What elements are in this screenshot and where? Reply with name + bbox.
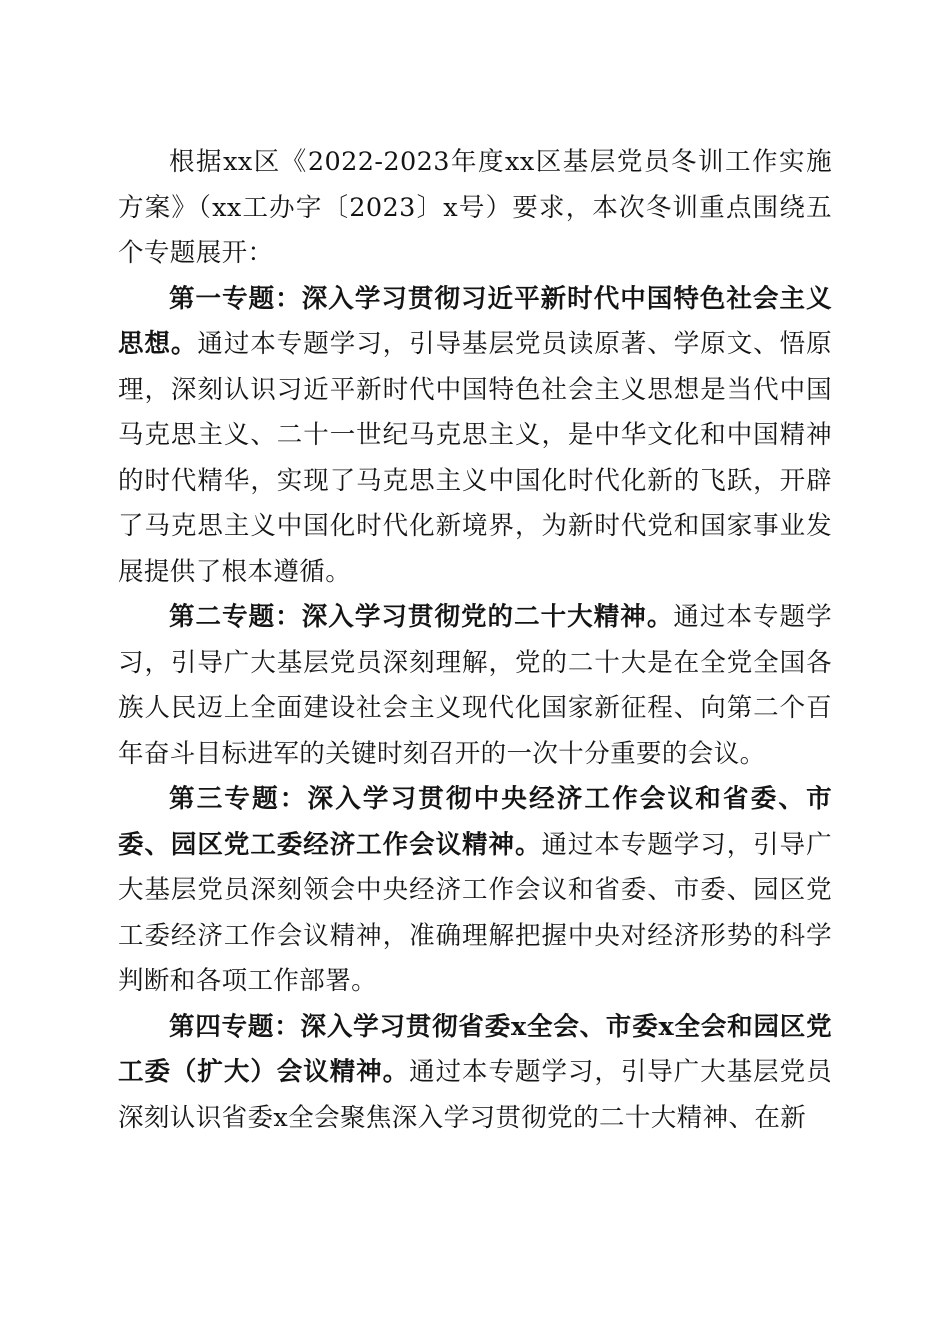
topic-3-body: 通过本专题学习，引导广大基层党员深刻领会中央经济工作会议和省委、市委、园区党工委经济工作会议精神，准确理解把握中央对经济形势的科学判断和各项工作部署。 <box>118 829 833 996</box>
topic-2-body: 通过本专题学习，引导广大基层党员深刻理解，党的二十大是在全党全国各族人民迈上全面建设社会主义现代化国家新征程、向第二个百年奋斗目标进军的关键时刻召开的一次十分重要的会议。 <box>118 602 832 769</box>
topic-2-paragraph <box>118 595 832 777</box>
topic-4-heading: 第四专题：深入学习贯彻省委x全会、市委x全会和园区党工委（扩大）会议精神。 <box>118 1011 832 1087</box>
topic-2-heading: 第二专题：深入学习贯彻党的二十大精神。 <box>169 602 674 632</box>
topic-1-paragraph <box>118 277 832 596</box>
topic-4-paragraph <box>118 1005 832 1142</box>
topic-4-body: 通过本专题学习，引导广大基层党员深刻认识省委x全会聚焦深入学习贯彻党的二十大精神、在新 <box>118 1057 832 1133</box>
topic-3-paragraph <box>118 777 832 1005</box>
topic-1-heading: 第一专题：深入学习贯彻习近平新时代中国特色社会主义思想。 <box>118 283 832 359</box>
document-body <box>118 140 832 1141</box>
intro-paragraph: 根据xx区《2022-2023年度xx区基层党员冬训工作实施方案》（xx工办字〔2023〕x号）要求，本次冬训重点围绕五个专题展开： <box>118 147 832 268</box>
topic-3-heading: 第三专题：深入学习贯彻中央经济工作会议和省委、市委、园区党工委经济工作会议精神。 <box>118 784 832 860</box>
topic-1-body: 通过本专题学习，引导基层党员读原著、学原文、悟原理，深刻认识习近平新时代中国特色社会主义思想是当代中国马克思主义、二十一世纪马克思主义，是中华文化和中国精神的时代精华，实现了马克思主义中国化时代化新的飞跃，开辟了马克思主义中国化时代化新境界，为新时代党和国家事业发展提供了根本遵循。 <box>118 329 833 587</box>
